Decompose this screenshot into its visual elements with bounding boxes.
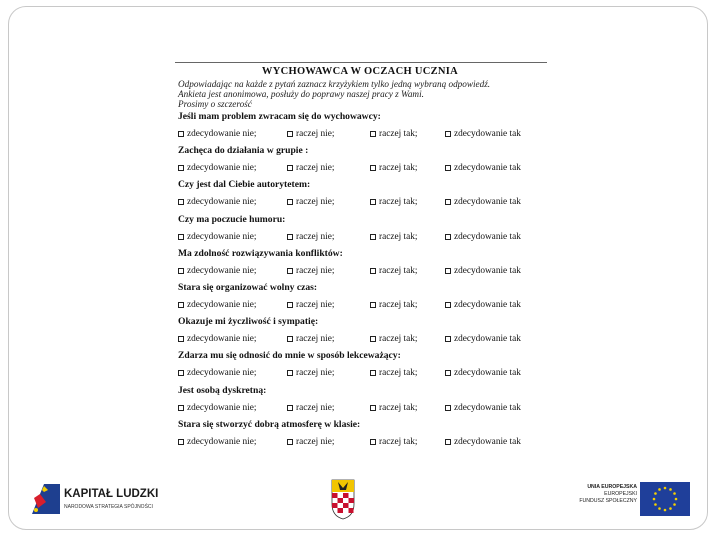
checkbox-icon[interactable] bbox=[445, 336, 451, 342]
checkbox-icon[interactable] bbox=[178, 336, 184, 342]
answer-option-label: raczej tak; bbox=[379, 163, 418, 174]
answer-option[interactable] bbox=[178, 197, 256, 207]
answer-option[interactable] bbox=[370, 368, 417, 378]
answer-option-label: raczej tak; bbox=[379, 300, 418, 310]
question-text: Jest osobą dyskretną: bbox=[178, 384, 267, 396]
checkbox-icon[interactable] bbox=[287, 165, 293, 171]
answer-option[interactable] bbox=[178, 334, 256, 344]
answer-options-row bbox=[175, 197, 545, 209]
checkbox-icon[interactable] bbox=[287, 234, 293, 240]
answer-option[interactable] bbox=[178, 232, 256, 242]
answer-option-label: zdecydowanie tak bbox=[454, 334, 521, 345]
answer-option[interactable] bbox=[370, 232, 417, 242]
eu-caption-line1: UNIA EUROPEJSKA bbox=[587, 484, 637, 490]
checkbox-icon[interactable] bbox=[370, 370, 376, 376]
checkbox-icon[interactable] bbox=[287, 405, 293, 411]
answer-option[interactable] bbox=[287, 197, 334, 207]
checkbox-icon[interactable] bbox=[370, 268, 376, 274]
checkbox-icon[interactable] bbox=[178, 405, 184, 411]
answer-option[interactable] bbox=[370, 197, 417, 207]
question-text: Stara się organizować wolny czas: bbox=[178, 282, 318, 293]
checkbox-icon[interactable] bbox=[370, 199, 376, 205]
answer-option-label: zdecydowanie nie; bbox=[187, 300, 257, 310]
answer-option[interactable] bbox=[445, 437, 521, 447]
answer-option-label: raczej tak; bbox=[379, 197, 418, 208]
eu-star-icon bbox=[653, 498, 656, 501]
eu-star-icon bbox=[664, 509, 667, 512]
answer-option-label: raczej nie; bbox=[296, 231, 335, 242]
answer-option-label: zdecydowanie nie; bbox=[187, 436, 257, 447]
checkbox-icon[interactable] bbox=[287, 268, 293, 274]
checkbox-icon[interactable] bbox=[287, 302, 293, 308]
checkbox-icon[interactable] bbox=[370, 165, 376, 171]
answer-option[interactable] bbox=[445, 163, 521, 173]
answer-option-label: zdecydowanie tak bbox=[454, 129, 521, 139]
answer-option[interactable] bbox=[370, 403, 417, 413]
eu-caption-line2: EUROPEJSKI bbox=[604, 491, 637, 497]
answer-option-label: raczej nie; bbox=[296, 265, 335, 276]
intro-line: Prosimy o szczerość bbox=[178, 99, 252, 109]
checkbox-icon[interactable] bbox=[287, 199, 293, 205]
checkbox-icon[interactable] bbox=[178, 199, 184, 205]
answer-option[interactable] bbox=[445, 403, 521, 413]
answer-option-label: raczej nie; bbox=[296, 334, 335, 345]
checkbox-icon[interactable] bbox=[287, 439, 293, 445]
answer-option-label: zdecydowanie nie; bbox=[187, 231, 257, 242]
checkbox-icon[interactable] bbox=[370, 234, 376, 240]
eu-star-icon bbox=[669, 507, 672, 510]
answer-option[interactable] bbox=[178, 266, 256, 276]
answer-option-label: zdecydowanie tak bbox=[454, 402, 521, 413]
checkbox-icon[interactable] bbox=[178, 370, 184, 376]
kapital-ludzki-subtitle: NARODOWA STRATEGIA SPÓJNOŚCI bbox=[64, 504, 153, 510]
eu-star-icon bbox=[654, 492, 657, 495]
question-text: Ma zdolność rozwiązywania konfliktów: bbox=[178, 247, 343, 259]
answer-option[interactable] bbox=[287, 334, 334, 344]
checkbox-icon[interactable] bbox=[370, 439, 376, 445]
answer-option[interactable] bbox=[287, 129, 334, 139]
survey-title: WYCHOWAWCA W OCZACH UCZNIA bbox=[261, 66, 459, 77]
answer-option-label: zdecydowanie tak bbox=[454, 163, 521, 174]
answer-option[interactable] bbox=[445, 368, 521, 378]
checkbox-icon[interactable] bbox=[445, 302, 451, 308]
answer-option-label: zdecydowanie nie; bbox=[187, 265, 257, 276]
answer-options-row bbox=[175, 129, 545, 141]
checkbox-icon[interactable] bbox=[445, 234, 451, 240]
answer-option[interactable] bbox=[445, 300, 521, 310]
answer-option-label: raczej nie; bbox=[296, 129, 335, 139]
checkbox-icon[interactable] bbox=[445, 439, 451, 445]
answer-option[interactable] bbox=[445, 266, 521, 276]
answer-option-label: raczej tak; bbox=[379, 129, 418, 139]
answer-option[interactable] bbox=[287, 163, 334, 173]
answer-option-label: zdecydowanie nie; bbox=[187, 402, 257, 413]
answer-option[interactable] bbox=[445, 334, 521, 344]
question-text: Stara się stworzyć dobrą atmosferę w klasie: bbox=[178, 418, 361, 430]
answer-options-row bbox=[175, 266, 545, 278]
intro-line: Ankieta jest anonimowa, posłuży do poprawy naszej pracy z Wami. bbox=[178, 89, 424, 99]
eu-flag-icon bbox=[640, 482, 690, 516]
checkbox-icon[interactable] bbox=[445, 131, 451, 137]
answer-option[interactable] bbox=[178, 403, 256, 413]
kapital-ludzki-emblem-icon bbox=[30, 480, 62, 516]
answer-option[interactable] bbox=[370, 129, 417, 139]
eu-star-icon bbox=[669, 488, 672, 491]
answer-option-label: zdecydowanie tak bbox=[454, 231, 521, 242]
answer-option-label: raczej tak; bbox=[379, 334, 418, 345]
answer-option-label: raczej tak; bbox=[379, 231, 418, 242]
answer-option-label: zdecydowanie nie; bbox=[187, 334, 257, 345]
answer-option[interactable] bbox=[370, 300, 417, 310]
checkbox-icon[interactable] bbox=[178, 165, 184, 171]
answer-option[interactable] bbox=[287, 232, 334, 242]
answer-option[interactable] bbox=[178, 368, 256, 378]
eu-star-icon bbox=[673, 492, 676, 495]
checkbox-icon[interactable] bbox=[370, 336, 376, 342]
answer-option[interactable] bbox=[445, 197, 521, 207]
checkbox-icon[interactable] bbox=[287, 336, 293, 342]
answer-option-label: raczej nie; bbox=[296, 300, 335, 310]
answer-option-label: zdecydowanie nie; bbox=[187, 163, 257, 174]
answer-option-label: zdecydowanie tak bbox=[454, 265, 521, 276]
question-text: Okazuje mi życzliwość i sympatię: bbox=[178, 316, 319, 328]
coat-of-arms-icon bbox=[330, 478, 356, 520]
checkbox-icon[interactable] bbox=[178, 439, 184, 445]
eu-star-icon bbox=[675, 498, 678, 501]
checkbox-icon[interactable] bbox=[370, 302, 376, 308]
question-text: Czy jest dal Ciebie autorytetem: bbox=[178, 179, 311, 191]
answer-option-label: zdecydowanie tak bbox=[454, 368, 521, 379]
checkbox-icon[interactable] bbox=[445, 199, 451, 205]
checkbox-icon[interactable] bbox=[178, 302, 184, 308]
question-text: Zdarza mu się odnosić do mnie w sposób lekceważący: bbox=[178, 350, 401, 362]
answer-option[interactable] bbox=[178, 437, 256, 447]
eu-caption-line3: FUNDUSZ SPOŁECZNY bbox=[579, 498, 637, 504]
intro-line: Odpowiadając na każde z pytań zaznacz krzyżykiem tylko jedną wybraną odpowiedź. bbox=[178, 79, 491, 89]
answer-option-label: zdecydowanie nie; bbox=[187, 368, 257, 379]
checkbox-icon[interactable] bbox=[370, 131, 376, 137]
answer-options-row bbox=[175, 437, 545, 449]
answer-option-label: raczej nie; bbox=[296, 368, 335, 379]
answer-option[interactable] bbox=[287, 266, 334, 276]
answer-options-row bbox=[175, 163, 545, 175]
answer-option-label: raczej tak; bbox=[379, 265, 418, 276]
answer-options-row bbox=[175, 403, 545, 415]
answer-option[interactable] bbox=[370, 334, 417, 344]
eu-star-icon bbox=[658, 507, 661, 510]
answer-options-row bbox=[175, 368, 545, 380]
answer-option[interactable] bbox=[178, 163, 256, 173]
survey-document bbox=[175, 62, 545, 464]
checkbox-icon[interactable] bbox=[370, 405, 376, 411]
checkbox-icon[interactable] bbox=[445, 405, 451, 411]
question-text: Jeśli mam problem zwracam się do wychowawcy: bbox=[178, 111, 381, 122]
answer-option-label: raczej nie; bbox=[296, 197, 335, 208]
checkbox-icon[interactable] bbox=[445, 370, 451, 376]
answer-option-label: zdecydowanie tak bbox=[454, 300, 521, 310]
answer-option[interactable] bbox=[287, 300, 334, 310]
answer-option[interactable] bbox=[287, 368, 334, 378]
answer-option[interactable] bbox=[370, 437, 417, 447]
answer-option-label: raczej nie; bbox=[296, 402, 335, 413]
kapital-ludzki-title: KAPITAŁ LUDZKI bbox=[64, 488, 159, 500]
answer-option-label: raczej nie; bbox=[296, 436, 335, 447]
answer-option-label: zdecydowanie tak bbox=[454, 436, 521, 447]
question-text: Czy ma poczucie humoru: bbox=[178, 213, 286, 225]
answer-option[interactable] bbox=[445, 129, 521, 139]
answer-option[interactable] bbox=[370, 163, 417, 173]
eu-star-icon bbox=[654, 503, 657, 506]
kapital-ludzki-logo bbox=[30, 480, 170, 518]
answer-option[interactable] bbox=[287, 403, 334, 413]
answer-options-row bbox=[175, 334, 545, 346]
eu-star-icon bbox=[673, 503, 676, 506]
checkbox-icon[interactable] bbox=[287, 370, 293, 376]
document-top-rule bbox=[175, 62, 547, 63]
checkbox-icon[interactable] bbox=[178, 268, 184, 274]
answer-option[interactable] bbox=[178, 300, 256, 310]
answer-option[interactable] bbox=[370, 266, 417, 276]
eu-star-icon bbox=[658, 488, 661, 491]
checkbox-icon[interactable] bbox=[178, 131, 184, 137]
answer-option-label: zdecydowanie nie; bbox=[187, 197, 257, 208]
eu-star-icon bbox=[664, 487, 667, 490]
eu-caption bbox=[565, 484, 637, 505]
checkbox-icon[interactable] bbox=[445, 268, 451, 274]
checkbox-icon[interactable] bbox=[287, 131, 293, 137]
answer-option-label: raczej tak; bbox=[379, 368, 418, 379]
answer-options-row bbox=[175, 232, 545, 244]
answer-option[interactable] bbox=[178, 129, 256, 139]
answer-option-label: raczej tak; bbox=[379, 402, 418, 413]
answer-options-row bbox=[175, 300, 545, 312]
checkbox-icon[interactable] bbox=[445, 165, 451, 171]
answer-option-label: raczej tak; bbox=[379, 436, 418, 447]
answer-option-label: zdecydowanie tak bbox=[454, 197, 521, 208]
checkbox-icon[interactable] bbox=[178, 234, 184, 240]
answer-option[interactable] bbox=[287, 437, 334, 447]
answer-option[interactable] bbox=[445, 232, 521, 242]
answer-option-label: raczej nie; bbox=[296, 163, 335, 174]
question-text: Zachęca do działania w grupie : bbox=[178, 145, 309, 157]
answer-option-label: zdecydowanie nie; bbox=[187, 129, 257, 139]
